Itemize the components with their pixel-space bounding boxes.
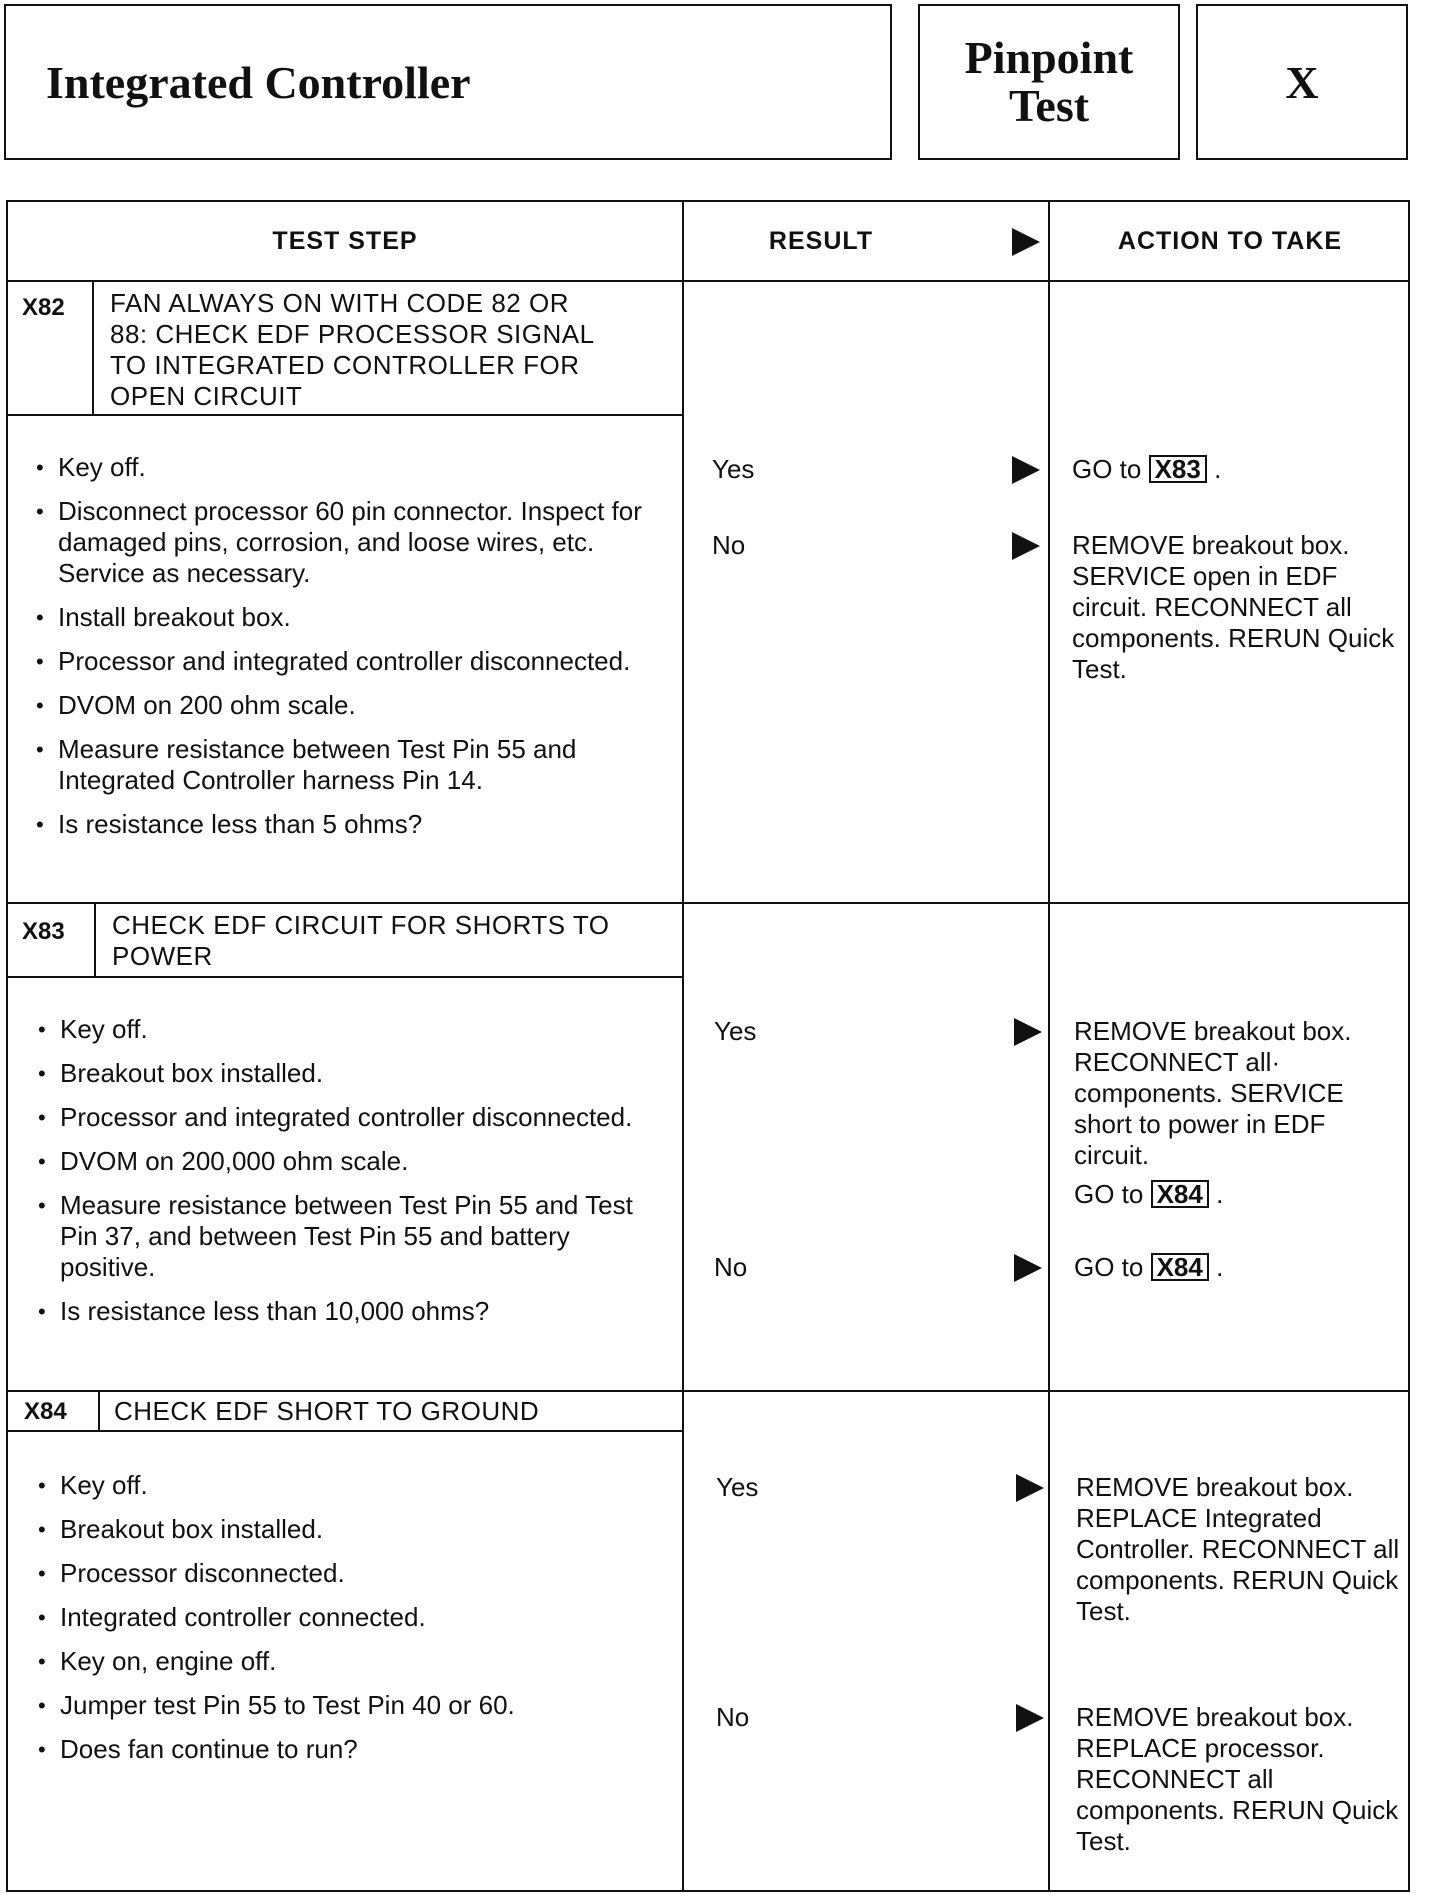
step-ref-x84[interactable]: X84 (1151, 1180, 1209, 1208)
column-divider (1048, 202, 1050, 1890)
result-yes: Yes (714, 1016, 757, 1046)
step-title-line: POWER (112, 941, 213, 971)
procedure-step: • Is resistance less than 5 ohms? (36, 809, 666, 840)
procedure-step: • DVOM on 200,000 ohm scale. (38, 1146, 668, 1177)
step-id-x84: X84 (24, 1398, 67, 1425)
step-title-line: FAN ALWAYS ON WITH CODE 82 OR (110, 288, 569, 318)
result-yes: Yes (716, 1472, 759, 1502)
procedure-step: • Measure resistance between Test Pin 55 and Test Pin 37, and between Test Pin 55 and battery positive. (38, 1190, 668, 1283)
step-title-underline (8, 1430, 682, 1432)
step-id-divider (92, 280, 94, 416)
procedure-step: • Measure resistance between Test Pin 55 and Integrated Controller harness Pin 14. (36, 734, 666, 796)
column-header-test-step: TEST STEP (272, 226, 418, 255)
step-ref-x83[interactable]: X83 (1149, 455, 1207, 483)
procedure-step: • Jumper test Pin 55 to Test Pin 40 or 60. (38, 1690, 668, 1721)
procedure-step: • Is resistance less than 10,000 ohms? (38, 1296, 668, 1327)
procedure-step: • Key on, engine off. (38, 1646, 668, 1677)
action-x82-yes (1072, 454, 1397, 485)
procedure-step: • Breakout box installed. (38, 1058, 668, 1089)
column-header-action: ACTION TO TAKE (1117, 226, 1343, 255)
action-x83-no (1074, 1252, 1399, 1283)
arrow-right-icon (1016, 1474, 1044, 1502)
step-title-line: CHECK EDF CIRCUIT FOR SHORTS TO (112, 910, 610, 940)
pinpoint-test-table (6, 200, 1410, 1892)
result-yes: Yes (712, 454, 755, 484)
result-no: No (714, 1252, 748, 1282)
step-ref-x84[interactable]: X84 (1151, 1253, 1209, 1281)
step-id-x82: X82 (22, 294, 65, 321)
procedure-step: • Install breakout box. (36, 602, 666, 633)
procedure-step: • Breakout box installed. (38, 1514, 668, 1545)
result-no: No (712, 530, 746, 560)
procedure-step: • Processor and integrated controller disconnected. (38, 1102, 668, 1133)
step-id-divider (98, 1390, 100, 1432)
procedure-step: • Key off. (38, 1014, 668, 1045)
procedure-step: • Key off. (36, 452, 666, 483)
action-text: GO to (1072, 454, 1142, 484)
procedure-step: • Processor and integrated controller disconnected. (36, 646, 666, 677)
arrow-right-icon (1014, 1254, 1042, 1282)
step-title-line: TO INTEGRATED CONTROLLER FOR (110, 350, 580, 380)
step-x83-procedure (38, 1014, 668, 1340)
step-title-x83 (112, 910, 610, 972)
step-title-underline (8, 976, 682, 978)
procedure-step: • Processor disconnected. (38, 1558, 668, 1589)
document-title (4, 4, 892, 160)
column-header-result-label: RESULT (768, 226, 874, 255)
step-id-x83: X83 (22, 918, 65, 945)
step-title-x84 (114, 1396, 539, 1427)
procedure-step: • Key off. (38, 1470, 668, 1501)
action-text: . (1214, 454, 1222, 484)
procedure-step: • Integrated controller connected. (38, 1602, 668, 1633)
action-x82-no: REMOVE breakout box. SERVICE open in EDF circuit. RECONNECT all components. RERUN Quick Test. (1072, 530, 1395, 684)
column-divider (682, 202, 684, 1890)
step-title-line: OPEN CIRCUIT (110, 381, 303, 411)
arrow-right-icon (1014, 1018, 1042, 1046)
action-x84-no: REMOVE breakout box. REPLACE processor. RECONNECT all components. RERUN Quick Test. (1076, 1702, 1399, 1856)
row-divider (8, 902, 1408, 904)
step-title-line: CHECK EDF SHORT TO GROUND (114, 1396, 540, 1426)
step-id-divider (94, 902, 96, 978)
column-header-result (684, 202, 1048, 280)
arrow-right-icon (1016, 1704, 1044, 1732)
action-text: . (1216, 1252, 1224, 1282)
pinpoint-line-1: Pinpoint (964, 31, 1134, 83)
action-x83-yes (1074, 1016, 1399, 1210)
procedure-step: • Disconnect processor 60 pin connector. Inspect for damaged pins, corrosion, and loose wires, etc. Service as necessary. (36, 496, 666, 589)
action-text: GO to (1074, 1179, 1144, 1209)
arrow-right-icon (1012, 228, 1040, 256)
result-no: No (716, 1702, 750, 1732)
document-title-text: Integrated Controller (46, 56, 471, 108)
step-x84-procedure (38, 1470, 668, 1778)
action-text: GO to (1074, 1252, 1144, 1282)
step-title-underline (8, 414, 682, 416)
action-text: . (1216, 1179, 1224, 1209)
step-title-x82 (110, 288, 595, 412)
arrow-right-icon (1012, 456, 1040, 484)
header-row-divider (8, 280, 1408, 282)
test-code: X (1285, 56, 1319, 108)
pinpoint-test-label (918, 4, 1180, 160)
row-divider (8, 1390, 1408, 1392)
action-x84-yes: REMOVE breakout box. REPLACE Integrated Controller. RECONNECT all components. RERUN Quick Test. (1076, 1472, 1400, 1626)
action-text: REMOVE breakout box. RECONNECT all· components. SERVICE short to power in EDF circuit. (1074, 1016, 1352, 1170)
pinpoint-line-2: Test (1008, 80, 1090, 131)
step-title-line: 88: CHECK EDF PROCESSOR SIGNAL (110, 319, 595, 349)
procedure-step: • DVOM on 200 ohm scale. (36, 690, 666, 721)
procedure-step: • Does fan continue to run? (38, 1734, 668, 1765)
arrow-right-icon (1012, 532, 1040, 560)
step-x82-procedure (36, 452, 666, 853)
test-code-box (1196, 4, 1408, 160)
